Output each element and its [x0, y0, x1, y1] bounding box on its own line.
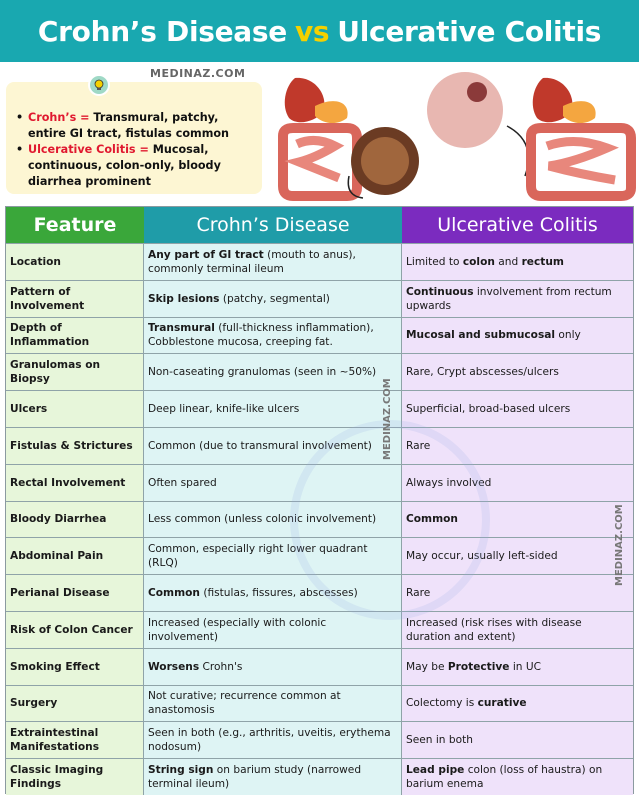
- crohns-cell: [144, 354, 402, 390]
- cell-text: Skip lesions (patchy, segmental): [148, 292, 330, 305]
- cell-text: String sign on barium study (narrowed terminal ileum): [148, 764, 362, 791]
- cell-text: Rare: [406, 587, 431, 600]
- cell-text: Deep linear, knife-like ulcers: [148, 403, 300, 416]
- table-row: [6, 390, 633, 427]
- cell-text: Rare: [406, 439, 431, 452]
- feature-cell: Risk of Colon Cancer: [6, 612, 144, 648]
- feature-cell: Pattern of Involvement: [6, 281, 144, 317]
- uc-cell: [402, 318, 633, 354]
- feature-cell: Surgery: [6, 686, 144, 722]
- uc-cell: [402, 759, 633, 795]
- anatomy-illustration: [275, 66, 637, 202]
- summary-text: Transmural, patchy, entire GI tract, fistulas common: [28, 111, 229, 140]
- cell-text: Always involved: [406, 476, 492, 489]
- cell-text: Any part of GI tract (mouth to anus), commonly terminal ileum: [148, 248, 356, 275]
- uc-cell: [402, 722, 633, 758]
- crohns-cell: [144, 502, 402, 538]
- feature-cell: Perianal Disease: [6, 575, 144, 611]
- uc-cell: [402, 354, 633, 390]
- cell-text: Common (due to transmural involvement): [148, 439, 372, 452]
- uc-cell: [402, 281, 633, 317]
- table-row: [6, 611, 633, 648]
- comparison-table: [5, 206, 634, 794]
- table-row: [6, 758, 633, 795]
- uc-cell: [402, 391, 633, 427]
- uc-cell: [402, 612, 633, 648]
- lightbulb-icon: [88, 74, 110, 96]
- title-banner: [0, 0, 639, 62]
- crohns-cell: [144, 612, 402, 648]
- crohns-cell: [144, 538, 402, 574]
- table-header: [6, 207, 633, 243]
- uc-cell: [402, 502, 633, 538]
- summary-label: Crohn’s =: [28, 111, 90, 124]
- feature-cell: Classic Imaging Findings: [6, 759, 144, 795]
- crohns-cell: [144, 722, 402, 758]
- crohns-cell: [144, 281, 402, 317]
- feature-cell: Bloody Diarrhea: [6, 502, 144, 538]
- feature-cell: Location: [6, 244, 144, 280]
- table-row: [6, 464, 633, 501]
- uc-cell: [402, 428, 633, 464]
- cell-text: Rare, Crypt abscesses/ulcers: [406, 366, 559, 379]
- digestive-tract-left: [283, 78, 357, 196]
- feature-cell: Extraintestinal Manifestations: [6, 722, 144, 758]
- uc-cell: [402, 538, 633, 574]
- title-uc: Ulcerative Colitis: [337, 14, 602, 48]
- crohns-cell: [144, 244, 402, 280]
- crohns-cell: [144, 575, 402, 611]
- cell-text: Colectomy is curative: [406, 697, 527, 710]
- uc-cell: [402, 686, 633, 722]
- cell-text: Often spared: [148, 476, 217, 489]
- crohns-cell: [144, 649, 402, 685]
- header-crohns: Crohn’s Disease: [144, 207, 402, 243]
- table-row: [6, 427, 633, 464]
- watermark-text: MEDINAZ.COM: [382, 378, 393, 460]
- summary-box: [6, 82, 262, 194]
- cell-text: Less common (unless colonic involvement): [148, 513, 377, 526]
- feature-cell: Smoking Effect: [6, 649, 144, 685]
- feature-cell: Ulcers: [6, 391, 144, 427]
- table-row: [6, 243, 633, 280]
- summary-item-uc: [16, 142, 254, 190]
- table-body: [6, 243, 633, 795]
- uc-cell: [402, 575, 633, 611]
- cell-text: May be Protective in UC: [406, 660, 542, 673]
- crohns-cell: [144, 465, 402, 501]
- cell-text: Limited to colon and rectum: [406, 255, 564, 268]
- crohns-cell: [144, 686, 402, 722]
- cell-text: May occur, usually left-sided: [406, 550, 558, 563]
- cell-text: Common, especially right lower quadrant (RLQ): [148, 543, 368, 570]
- feature-cell: Rectal Involvement: [6, 465, 144, 501]
- uc-cell: [402, 649, 633, 685]
- header-uc: Ulcerative Colitis: [402, 207, 633, 243]
- crohns-cell: [144, 759, 402, 795]
- table-row: [6, 685, 633, 722]
- page-title: [38, 15, 601, 48]
- summary-text: Mucosal, continuous, colon-only, bloody diarrhea prominent: [28, 143, 221, 188]
- cell-text: Increased (risk rises with disease duration and extent): [406, 616, 582, 643]
- table-row: [6, 317, 633, 354]
- table-row: [6, 648, 633, 685]
- title-vs: vs: [294, 14, 330, 48]
- cell-text: Common: [406, 513, 458, 526]
- table-row: [6, 721, 633, 758]
- crohns-cell: [144, 318, 402, 354]
- cell-text: Lead pipe colon (loss of haustra) on barium enema: [406, 764, 603, 791]
- cell-text: Seen in both: [406, 734, 473, 747]
- table-row: [6, 501, 633, 538]
- table-row: [6, 574, 633, 611]
- endoscopy-image-uc: [427, 72, 503, 148]
- header-feature: Feature: [6, 207, 144, 243]
- cell-text: Transmural (full-thickness inflammation), Cobblestone mucosa, creeping fat.: [148, 322, 374, 349]
- uc-cell: [402, 244, 633, 280]
- table-row: [6, 353, 633, 390]
- cell-text: Continuous involvement from rectum upwards: [406, 285, 612, 312]
- cell-text: Common (fistulas, fissures, abscesses): [148, 587, 358, 600]
- crohns-cell: [144, 391, 402, 427]
- cell-text: Seen in both (e.g., arthritis, uveitis, erythema nodosum): [148, 727, 391, 754]
- title-crohns: Crohn’s Disease: [37, 14, 287, 48]
- uc-cell: [402, 465, 633, 501]
- summary-label: Ulcerative Colitis =: [28, 143, 149, 156]
- site-name: MEDINAZ.COM: [150, 67, 246, 80]
- cell-text: Superficial, broad-based ulcers: [406, 403, 571, 416]
- cell-text: Worsens Crohn's: [148, 660, 243, 673]
- feature-cell: Granulomas on Biopsy: [6, 354, 144, 390]
- summary-item-crohns: [16, 110, 254, 142]
- watermark-text: MEDINAZ.COM: [614, 504, 625, 586]
- crohns-cell: [144, 428, 402, 464]
- cell-text: Not curative; recurrence common at anastomosis: [148, 690, 341, 717]
- digestive-tract-right: [531, 78, 631, 196]
- cell-text: Mucosal and submucosal only: [406, 329, 581, 342]
- cell-text: Increased (especially with colonic involvement): [148, 616, 327, 643]
- table-row: [6, 280, 633, 317]
- feature-cell: Depth of Inflammation: [6, 318, 144, 354]
- table-row: [6, 537, 633, 574]
- cell-text: Non-caseating granulomas (seen in ~50%): [148, 366, 377, 379]
- feature-cell: Abdominal Pain: [6, 538, 144, 574]
- feature-cell: Fistulas & Strictures: [6, 428, 144, 464]
